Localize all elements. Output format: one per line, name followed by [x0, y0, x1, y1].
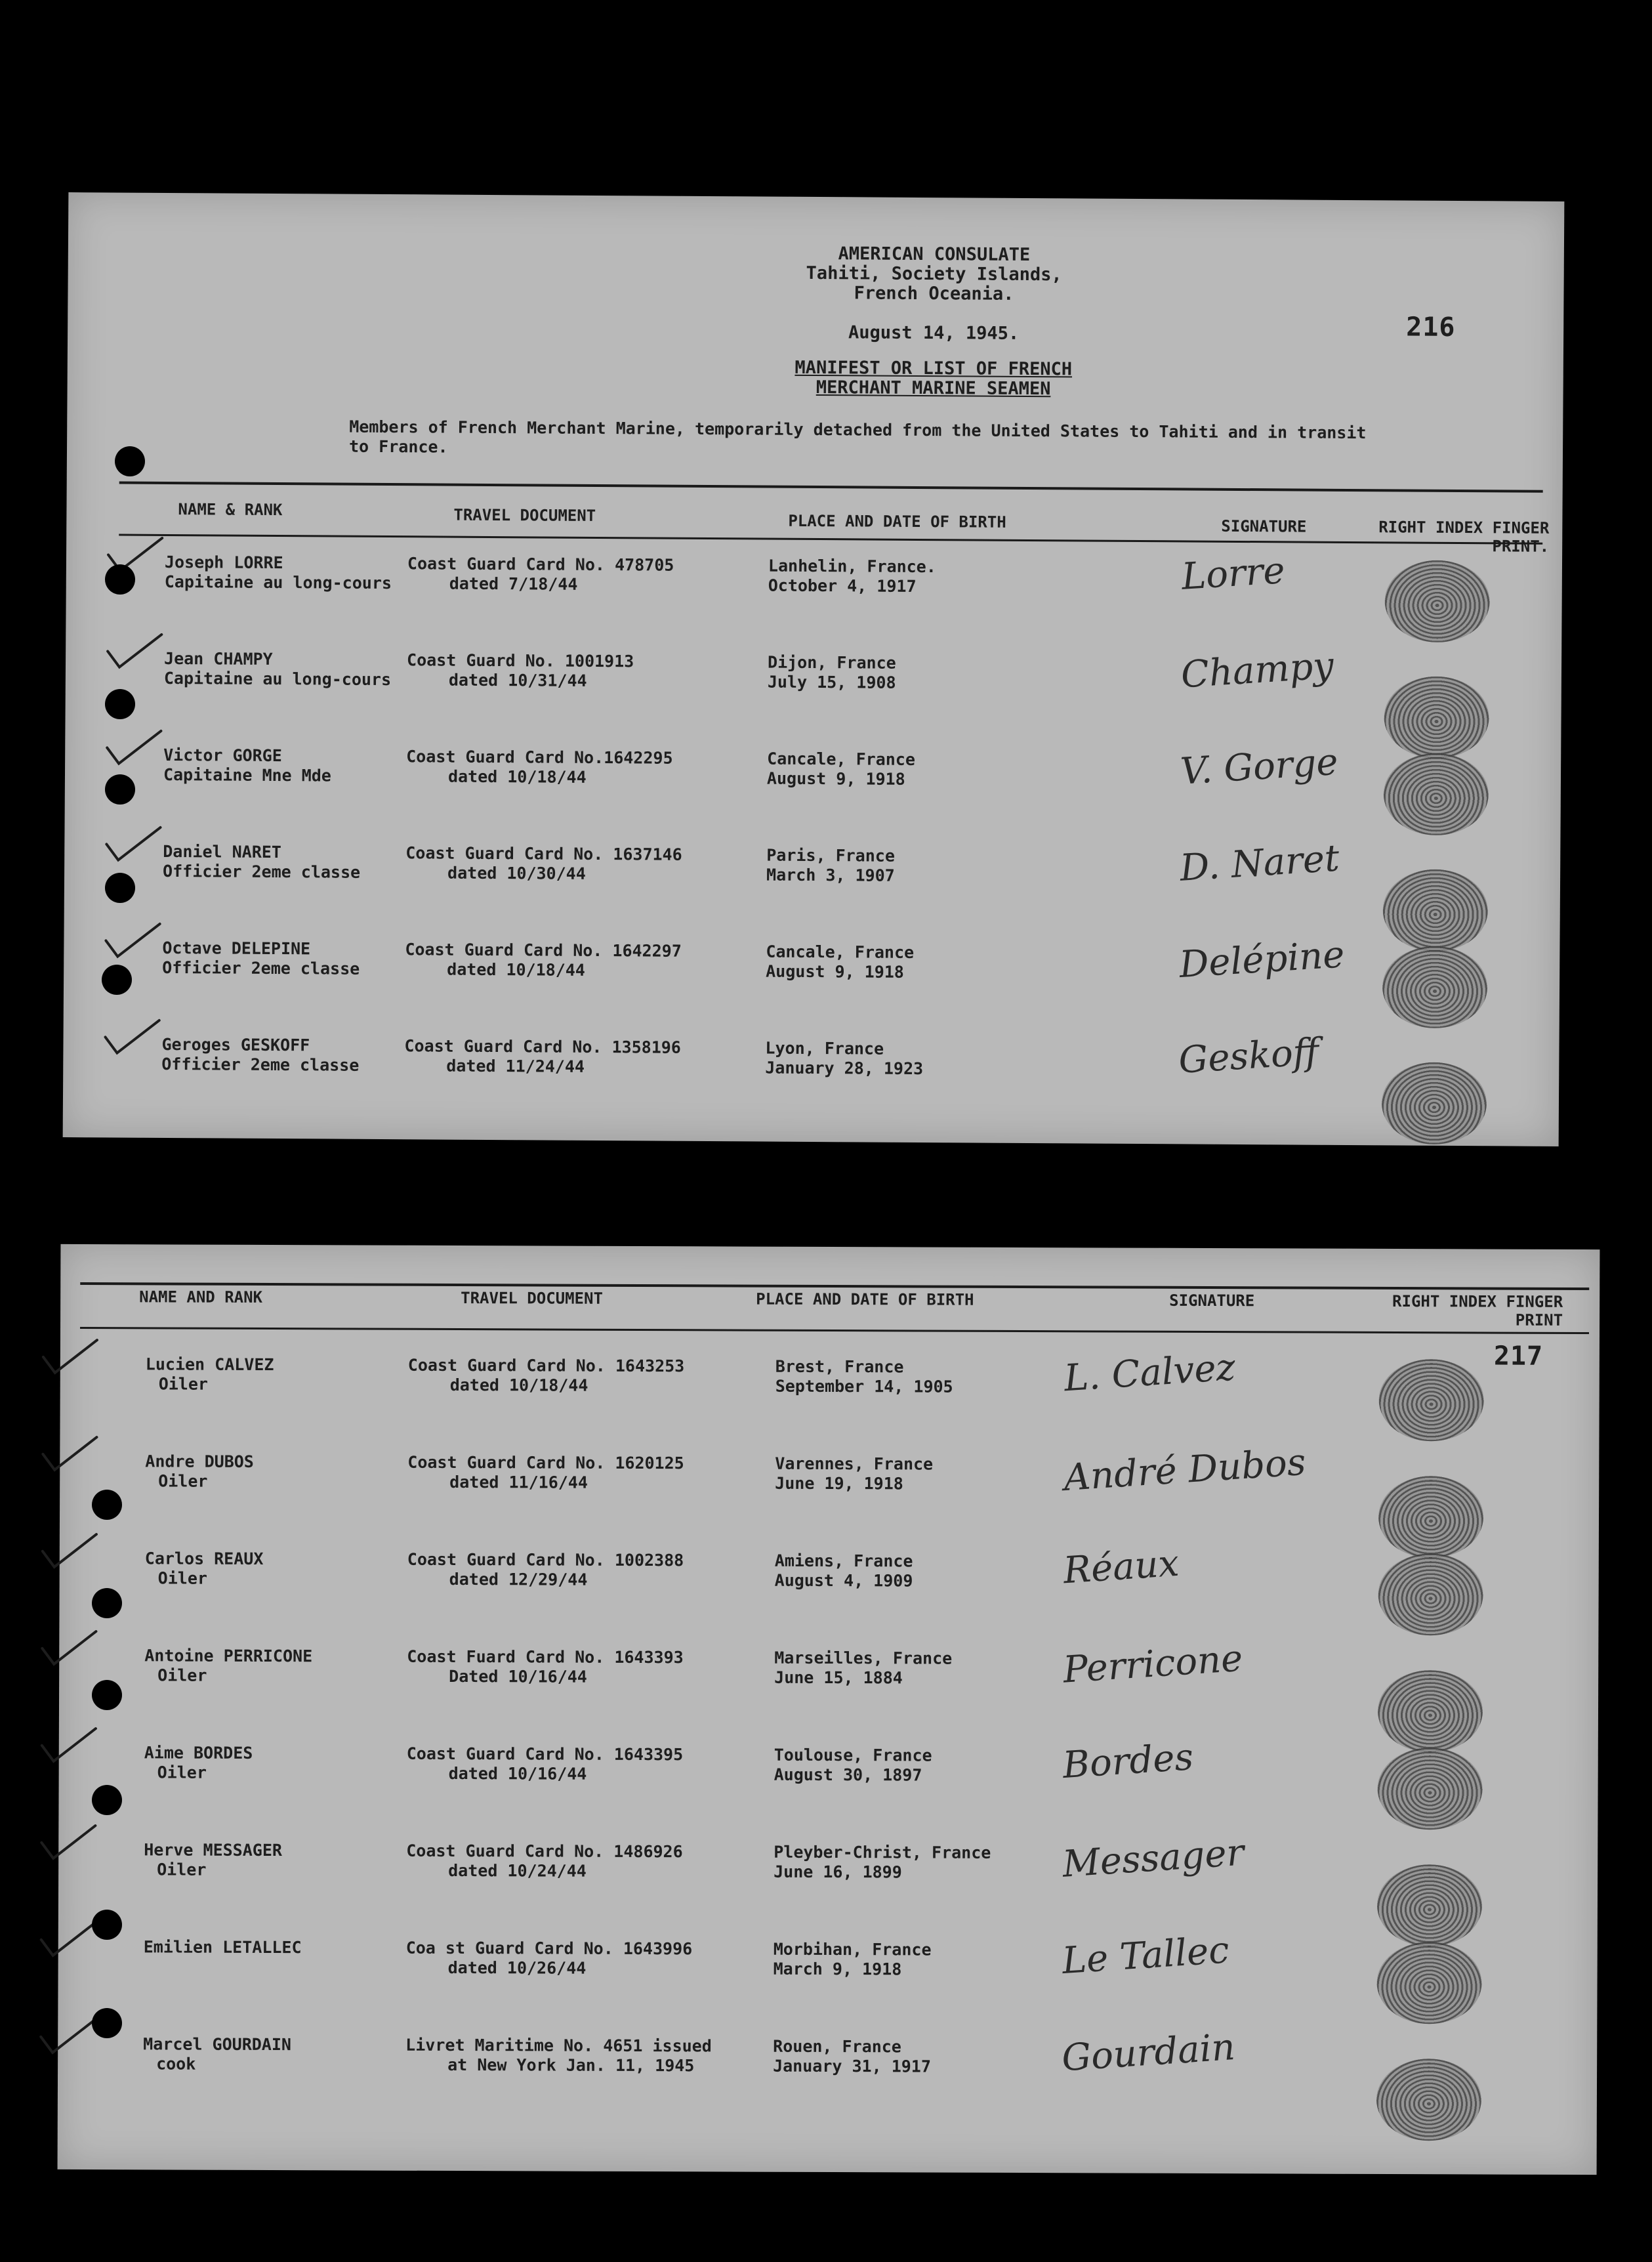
- seaman-name: Joseph LORRE: [164, 552, 283, 573]
- signature: D. Naret: [1178, 837, 1341, 890]
- document-date: dated 10/18/44: [447, 766, 587, 787]
- table-row: [60, 1346, 1600, 1457]
- checkmark-icon: [39, 1629, 98, 1671]
- checkmark-icon: [103, 921, 162, 963]
- fingerprint: [1382, 946, 1488, 1028]
- travel-document-cell: [405, 940, 682, 981]
- document-date: Dated 10/16/44: [449, 1666, 587, 1686]
- fingerprint: [1384, 560, 1490, 642]
- seaman-name: Lucien CALVEZ: [145, 1354, 274, 1375]
- col-fingerprint-line2: PRINT.: [1492, 537, 1550, 556]
- name-rank-cell: [145, 1549, 264, 1589]
- consulate-office: AMERICAN CONSULATE: [838, 243, 1031, 266]
- travel-document-cell: [405, 843, 682, 885]
- document-number: Coast Guard Card No. 1486926: [406, 1841, 683, 1862]
- birth-date: June 15, 1884: [774, 1667, 903, 1688]
- checkmark-icon: [104, 824, 163, 867]
- birth-place: Toulouse, France: [774, 1745, 932, 1765]
- signature: Le Tallec: [1060, 1929, 1231, 1983]
- col-place-date-birth: PLACE AND DATE OF BIRTH: [756, 1289, 974, 1309]
- manifest-page-216: [63, 192, 1565, 1146]
- birth-cell: [767, 749, 915, 789]
- checkmark-icon: [39, 1823, 98, 1865]
- manifest-title-line2: MERCHANT MARINE SEAMEN: [816, 377, 1051, 400]
- travel-document-cell: [405, 2036, 712, 2076]
- seaman-rank: Officier 2eme classe: [162, 957, 360, 978]
- checkmark-icon: [38, 2017, 97, 2059]
- seaman-name: Jean CHAMPY: [163, 648, 273, 669]
- document-date: dated 10/18/44: [449, 1375, 589, 1395]
- birth-place: Varennes, France: [775, 1454, 934, 1474]
- table-row: [58, 1831, 1598, 1942]
- checkmark-icon: [39, 1726, 98, 1768]
- birth-date: March 9, 1918: [773, 1959, 902, 1979]
- fingerprint: [1382, 869, 1488, 952]
- table-row: [58, 2026, 1598, 2137]
- document-date: dated 10/16/44: [448, 1763, 587, 1784]
- document-number: Coast Guard Card No. 478705: [407, 554, 674, 575]
- birth-place: Morbihan, France: [773, 1939, 932, 1959]
- col-signature: SIGNATURE: [1169, 1291, 1255, 1310]
- document-number: Coast Guard Card No. 1620125: [407, 1452, 684, 1473]
- seaman-name: Marcel GOURDAIN: [143, 2034, 292, 2055]
- name-rank-cell: [144, 1743, 253, 1783]
- birth-date: July 15, 1908: [767, 672, 896, 692]
- table-row: [58, 1736, 1598, 1845]
- birth-place: Rouen, France: [773, 2036, 901, 2057]
- birth-place: Cancale, France: [766, 942, 915, 962]
- punch-hole: [115, 446, 145, 476]
- table-row: [59, 1541, 1599, 1651]
- table-row: [63, 1030, 1559, 1140]
- fingerprint: [1377, 1864, 1482, 1947]
- travel-document-cell: [406, 1938, 693, 1979]
- document-number: Coast Guard Card No. 1643253: [407, 1355, 685, 1376]
- table-row: [64, 933, 1560, 1043]
- birth-date: January 31, 1917: [773, 2056, 931, 2076]
- col-signature: SIGNATURE: [1221, 516, 1307, 536]
- table-row: [59, 1637, 1599, 1748]
- name-rank-cell: [163, 745, 331, 786]
- col-fingerprint-line1: RIGHT INDEX FINGER: [1378, 518, 1550, 537]
- seaman-name: Antoine PERRICONE: [144, 1646, 313, 1666]
- birth-cell: [765, 1039, 923, 1079]
- birth-place: Brest, France: [775, 1356, 904, 1377]
- birth-cell: [775, 1551, 913, 1591]
- col-fingerprint-line2: PRINT: [1515, 1310, 1563, 1330]
- punch-hole: [92, 2008, 122, 2038]
- birth-date: August 9, 1918: [766, 961, 904, 982]
- table-row: [65, 644, 1561, 754]
- intro-line-1: Members of French Merchant Marine, temporarily detached from the United States to Tahiti and in transit: [349, 417, 1367, 443]
- document-date: dated 7/18/44: [449, 574, 578, 594]
- travel-document-cell: [404, 1036, 681, 1078]
- checkmark-icon: [39, 1920, 98, 1962]
- name-rank-cell: [144, 1840, 282, 1880]
- name-rank-cell: [165, 553, 392, 593]
- name-rank-cell: [161, 1035, 359, 1076]
- seaman-rank: Oiler: [158, 1374, 209, 1394]
- consulate-region: French Oceania.: [854, 283, 1014, 304]
- seaman-rank: Capitaine Mne Mde: [163, 764, 331, 785]
- signature: Bordes: [1061, 1736, 1195, 1788]
- signature: Lorre: [1180, 549, 1287, 598]
- document-date: dated 10/24/44: [448, 1860, 587, 1881]
- table-row: [64, 740, 1561, 850]
- name-rank-cell: [144, 1646, 312, 1686]
- document-date: at New York Jan. 11, 1945: [447, 2055, 695, 2076]
- birth-place: Paris, France: [766, 845, 896, 866]
- name-rank-cell: [164, 649, 392, 690]
- birth-date: March 3, 1907: [766, 865, 895, 885]
- name-rank-cell: [146, 1354, 274, 1394]
- fingerprint: [1376, 1942, 1481, 2024]
- seaman-rank: Oiler: [158, 1471, 208, 1491]
- punch-hole: [92, 1490, 122, 1520]
- travel-document-cell: [407, 650, 634, 691]
- checkmark-icon: [40, 1532, 99, 1574]
- name-rank-cell: [162, 938, 360, 979]
- col-travel-document: TRAVEL DOCUMENT: [461, 1289, 603, 1308]
- document-number: Coast Guard Card No. 1002388: [407, 1549, 684, 1570]
- travel-document-cell: [407, 554, 674, 595]
- document-number: Coast Guard Card No. 1358196: [404, 1036, 682, 1057]
- document-number: Coa st Guard Card No. 1643996: [405, 1938, 693, 1959]
- birth-date: October 4, 1917: [768, 576, 917, 596]
- seaman-rank: Officier 2eme classe: [163, 861, 361, 882]
- birth-place: Cancale, France: [767, 749, 916, 769]
- page-number: 216: [1406, 312, 1456, 343]
- signature: Réaux: [1062, 1541, 1181, 1593]
- manifest-page-217: [58, 1244, 1600, 2175]
- punch-hole: [92, 1910, 122, 1940]
- seaman-name: Emilien LETALLEC: [143, 1937, 302, 1958]
- travel-document-cell: [407, 1647, 684, 1687]
- punch-hole: [92, 1680, 122, 1710]
- document-date: dated 11/24/44: [446, 1056, 585, 1076]
- fingerprint: [1378, 1359, 1483, 1442]
- document-date: August 14, 1945.: [848, 322, 1020, 344]
- birth-place: Dijon, France: [767, 652, 896, 673]
- checkmark-icon: [40, 1435, 99, 1477]
- manifest-title-line1: MANIFEST OR LIST OF FRENCH: [795, 357, 1073, 380]
- document-number: Livret Maritime No. 4651 issued: [405, 2035, 712, 2056]
- document-date: dated 10/31/44: [448, 670, 587, 690]
- seaman-name: Carlos REAUX: [144, 1549, 264, 1568]
- birth-date: August 4, 1909: [774, 1570, 913, 1591]
- checkmark-icon: [105, 631, 164, 674]
- birth-date: September 14, 1905: [775, 1376, 953, 1396]
- fingerprint: [1384, 676, 1489, 759]
- fingerprint: [1377, 1748, 1482, 1830]
- punch-hole: [105, 689, 135, 719]
- birth-cell: [766, 846, 895, 886]
- signature: André Dubos: [1062, 1440, 1308, 1500]
- fingerprint: [1382, 1062, 1487, 1144]
- birth-cell: [774, 1648, 952, 1688]
- travel-document-cell: [407, 1453, 684, 1493]
- document-number: Coast Guard Card No. 1637146: [405, 843, 682, 864]
- document-number: Coast Guard No. 1001913: [406, 650, 634, 671]
- consulate-place: Tahiti, Society Islands,: [806, 262, 1062, 285]
- checkmark-icon: [41, 1337, 100, 1379]
- birth-place: Marseilles, France: [774, 1648, 953, 1668]
- manifest-rows: [63, 192, 1565, 1146]
- seaman-rank: Oiler: [157, 1763, 207, 1782]
- birth-cell: [768, 556, 936, 597]
- seaman-name: Victor GORGE: [163, 745, 282, 766]
- seaman-name: Andre DUBOS: [145, 1452, 254, 1471]
- punch-hole: [105, 564, 135, 595]
- seaman-name: Octave DELEPINE: [162, 938, 311, 959]
- birth-cell: [773, 2037, 931, 2077]
- col-place-date-birth: PLACE AND DATE OF BIRTH: [788, 511, 1006, 532]
- name-rank-cell: [144, 1937, 302, 1958]
- punch-hole: [102, 965, 132, 995]
- birth-place: Amiens, France: [774, 1551, 913, 1571]
- signature: Messager: [1061, 1831, 1246, 1886]
- signature: Gourdain: [1060, 2026, 1237, 2080]
- checkmark-icon: [104, 728, 163, 770]
- punch-hole: [105, 774, 135, 805]
- table-row: [60, 1440, 1600, 1554]
- birth-date: June 16, 1899: [774, 1862, 902, 1882]
- document-number: Coast Guard Card No. 1643395: [406, 1744, 684, 1765]
- seaman-name: Geroges GESKOFF: [161, 1034, 310, 1055]
- fingerprint: [1378, 1553, 1483, 1636]
- seaman-rank: Capitaine au long-cours: [163, 668, 392, 690]
- signature: Geskoff: [1177, 1030, 1321, 1082]
- birth-date: January 28, 1923: [765, 1058, 924, 1079]
- punch-hole: [92, 1785, 122, 1815]
- table-row: [66, 549, 1562, 658]
- birth-date: August 9, 1918: [766, 768, 905, 789]
- travel-document-cell: [406, 1841, 683, 1881]
- punch-hole: [105, 873, 135, 903]
- signature: V. Gorge: [1179, 740, 1340, 793]
- document-number: Coast Guard Card No. 1642297: [405, 940, 682, 961]
- birth-cell: [775, 1357, 953, 1397]
- birth-cell: [774, 1746, 932, 1786]
- birth-cell: [775, 1454, 933, 1494]
- document-number: Coast Guard Card No.1642295: [406, 747, 673, 768]
- fingerprint: [1383, 753, 1489, 835]
- checkmark-icon: [102, 1017, 161, 1060]
- seaman-rank: Officier 2eme classe: [161, 1054, 360, 1075]
- fingerprint: [1378, 1670, 1483, 1753]
- travel-document-cell: [407, 1744, 684, 1784]
- birth-cell: [774, 1940, 932, 1980]
- fingerprint: [1378, 1476, 1483, 1559]
- document-date: dated 11/16/44: [449, 1472, 588, 1492]
- birth-cell: [774, 1843, 991, 1883]
- birth-date: August 30, 1897: [774, 1765, 922, 1785]
- name-rank-cell: [143, 2034, 291, 2074]
- birth-date: June 19, 1918: [775, 1473, 903, 1494]
- seaman-rank: Oiler: [157, 1665, 207, 1685]
- document-date: dated 10/30/44: [447, 863, 586, 883]
- seaman-rank: Oiler: [157, 1568, 208, 1588]
- document-date: dated 12/29/44: [449, 1569, 588, 1589]
- page-number: 217: [1493, 1341, 1544, 1372]
- birth-place: Lanhelin, France.: [768, 556, 936, 577]
- fingerprint: [1376, 2059, 1481, 2141]
- name-rank-cell: [145, 1452, 254, 1492]
- col-travel-document: TRAVEL DOCUMENT: [453, 505, 596, 525]
- punch-hole: [92, 1588, 122, 1618]
- signature: Delépine: [1178, 933, 1346, 987]
- col-name-rank: NAME AND RANK: [139, 1288, 263, 1307]
- seaman-rank: Oiler: [157, 1860, 207, 1879]
- travel-document-cell: [407, 1550, 684, 1590]
- signature: Perricone: [1062, 1637, 1245, 1692]
- seaman-name: Daniel NARET: [163, 841, 281, 862]
- birth-place: Pleyber-Christ, France: [774, 1842, 991, 1862]
- seaman-name: Aime BORDES: [144, 1743, 253, 1763]
- intro-line-2: to France.: [348, 436, 448, 457]
- col-fingerprint-line1: RIGHT INDEX FINGER: [1392, 1291, 1563, 1311]
- name-rank-cell: [163, 842, 360, 883]
- table-row: [58, 1929, 1598, 2040]
- birth-cell: [766, 942, 914, 982]
- document-date: dated 10/18/44: [447, 959, 586, 980]
- manifest-rows: [58, 1244, 1600, 2175]
- seaman-rank: cook: [156, 2054, 196, 2074]
- signature: L. Calvez: [1062, 1346, 1237, 1400]
- signature: Champy: [1180, 644, 1335, 697]
- travel-document-cell: [408, 1356, 685, 1396]
- birth-place: Lyon, France: [765, 1038, 884, 1058]
- col-name-rank: NAME & RANK: [178, 500, 283, 520]
- seaman-name: Herve MESSAGER: [144, 1840, 283, 1860]
- table-row: [64, 837, 1560, 947]
- travel-document-cell: [406, 747, 673, 787]
- document-date: dated 10/26/44: [447, 1958, 587, 1978]
- seaman-rank: Capitaine au long-cours: [164, 572, 392, 593]
- birth-cell: [768, 653, 896, 693]
- document-number: Coast Fuard Card No. 1643393: [407, 1646, 684, 1667]
